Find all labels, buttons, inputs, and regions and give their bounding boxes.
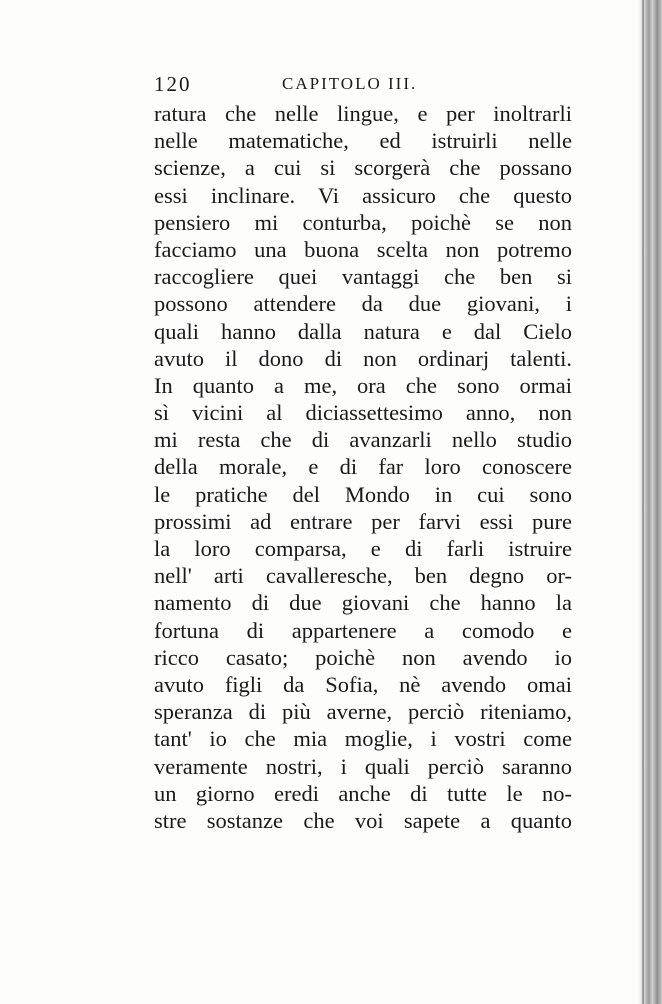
text-line: nelle matematiche, ed istruirli nelle xyxy=(154,128,572,154)
text-line: ricco casato; poichè non avendo io xyxy=(154,644,572,670)
text-line: sì vicini al diciassettesimo anno, non xyxy=(154,400,572,426)
text-line: essi inclinare. Vi assicuro che questo xyxy=(154,182,572,208)
text-line: scienze, a cui si scorgerà che possano xyxy=(154,155,572,181)
text-line: pensiero mi conturba, poichè se non xyxy=(154,209,572,235)
text-line: raccogliere quei vantaggi che ben si xyxy=(154,264,572,290)
text-line: tant' io che mia moglie, i vostri come xyxy=(154,726,572,752)
binding-shadow-line xyxy=(642,0,644,1004)
page-header xyxy=(154,72,572,100)
text-line: avuto il dono di non ordinarj talenti. xyxy=(154,345,572,371)
text-line: prossimi ad entrare per farvi essi pure xyxy=(154,508,572,534)
text-line: avuto figli da Sofia, nè avendo omai xyxy=(154,671,572,697)
text-line: veramente nostri, i quali perciò saranno xyxy=(154,753,572,779)
text-line: In quanto a me, ora che sono ormai xyxy=(154,372,572,398)
text-line: fortuna di appartenere a comodo e xyxy=(154,617,572,643)
running-head: CAPITOLO III. xyxy=(282,74,418,93)
text-line: della morale, e di far loro conoscere xyxy=(154,454,572,480)
text-line: quali hanno dalla natura e dal Cielo xyxy=(154,318,572,344)
text-line: facciamo una buona scelta non potremo xyxy=(154,236,572,262)
text-line: possono attendere da due giovani, i xyxy=(154,291,572,317)
text-line: namento di due giovani che hanno la xyxy=(154,590,572,616)
text-line: ratura che nelle lingue, e per inoltrarli xyxy=(154,101,572,126)
text-line: un giorno eredi anche di tutte le no- xyxy=(154,780,572,806)
text-line: le pratiche del Mondo in cui sono xyxy=(154,481,572,507)
body-text xyxy=(154,100,572,834)
page-number: 120 xyxy=(154,72,192,96)
text-line: mi resta che di avanzarli nello studio xyxy=(154,427,572,453)
text-line: nell' arti cavalleresche, ben degno or- xyxy=(154,563,572,589)
text-line: la loro comparsa, e di farli istruire xyxy=(154,536,572,561)
text-line: speranza di più averne, perciò riteniamo, xyxy=(154,699,572,725)
text-line: stre sostanze che voi sapete a quanto xyxy=(154,807,572,833)
